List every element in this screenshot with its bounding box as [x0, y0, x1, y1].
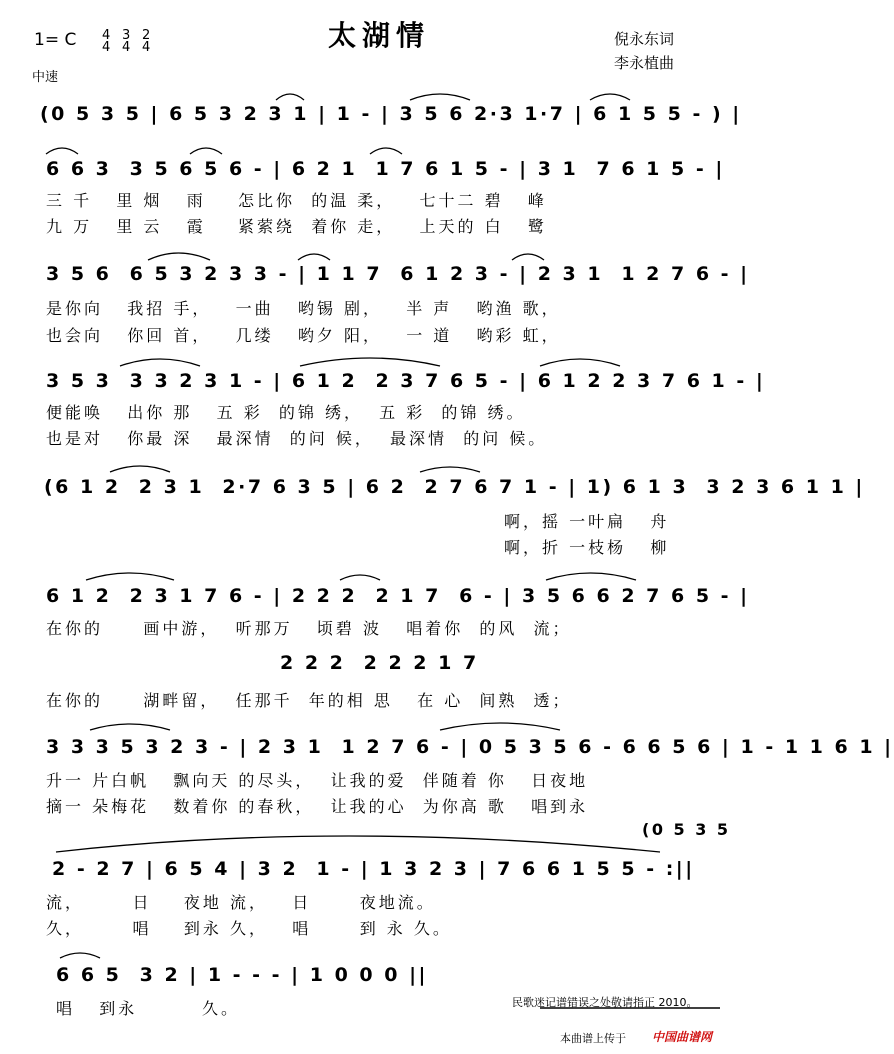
slur	[300, 358, 440, 366]
lyric-line: 三 千 里 烟 雨 怎比你 的温 柔， 七十二 碧 峰	[46, 191, 547, 210]
composer-credit: 李永植曲	[614, 54, 675, 72]
slur	[298, 254, 330, 260]
slur	[148, 253, 210, 260]
repeat-prefix: (0 5 3 5	[642, 820, 731, 839]
notation-line: 2 - 2 7 | 6 5 4 | 3 2 1 - | 1 3 2 3 | 7 6 6 1 5 5 - :||	[52, 858, 695, 880]
notation-line: 3 5 6 6 5 3 2 3 3 - | 1 1 7 6 1 2 3 - | 2 3 1 1 2 7 6 - |	[46, 263, 750, 285]
slur	[190, 148, 222, 154]
lyric-line: 摘一 朵梅花 数着你 的春秋， 让我的心 为你高 歌 唱到永	[46, 797, 589, 816]
lyric-line: 久， 唱 到永 久， 唱 到 永 久。	[46, 919, 452, 938]
lyric-line: 流， 日 夜地 流， 日 夜地流。	[46, 893, 436, 912]
notation-line: 6 1 2 2 3 1 7 6 - | 2 2 2 2 1 7 6 - | 3 5 6 6 2 7 6 5 - |	[46, 585, 750, 607]
meter-denominator: 4	[122, 40, 131, 55]
notation-line: 3 3 3 5 3 2 3 - | 2 3 1 1 2 7 6 - | 0 5 3 5 6 - 6 6 5 6 | 1 - 1 1 6 1 |	[46, 736, 894, 758]
slur	[56, 836, 660, 852]
notation-line: 3 5 3 3 3 2 3 1 - | 6 1 2 2 3 7 6 5 - | 6 1 2 2 3 7 6 1 - |	[46, 370, 766, 392]
meter-numerator: 4	[102, 28, 111, 43]
slur	[440, 723, 560, 730]
meter-numerator: 3	[122, 28, 131, 43]
lyric-line: 啊，折 一枝杨 柳	[504, 538, 670, 557]
slur	[46, 148, 78, 154]
lyric-line: 九 万 里 云 霞 紧萦绕 着你 走， 上天的 白 鹭	[46, 217, 547, 236]
notation-line: (0 5 3 5 | 6 5 3 2 3 1 | 1 - | 3 5 6 2·3 1·7 | 6 1 5 5 - ) |	[40, 103, 742, 125]
lyric-line: 唱 到永 久。	[56, 999, 240, 1018]
song-title: 太湖情	[327, 19, 430, 52]
slur	[86, 573, 174, 580]
slur	[410, 94, 470, 100]
slur	[546, 573, 636, 580]
notation-line: (6 1 2 2 3 1 2·7 6 3 5 | 6 2 2 7 6 7 1 - | 1) 6 1 3 3 2 3 6 1 1 |	[44, 476, 865, 498]
notation-line-alternate: 2 2 2 2 2 2 1 7	[280, 652, 479, 674]
slur	[340, 575, 380, 580]
time-signature	[122, 30, 130, 54]
notation-line: 6 6 5 3 2 | 1 - - - | 1 0 0 0 ||	[56, 964, 428, 986]
lyric-line: 在你的 画中游， 听那万 顷碧 波 唱着你 的风 流；	[46, 619, 572, 638]
slur	[512, 254, 544, 260]
slur	[120, 359, 200, 366]
slur	[540, 359, 620, 366]
lyric-line: 升一 片白帆 飘向天 的尽头， 让我的爱 伴随着 你 日夜地	[46, 771, 589, 790]
lyric-line: 便能唤 出你 那 五 彩 的锦 绣， 五 彩 的锦 绣。	[46, 403, 526, 422]
slur	[110, 466, 170, 472]
lyric-line: 啊，摇 一叶扁 舟	[504, 512, 670, 531]
lyricist-credit: 倪永东词	[614, 30, 675, 48]
meter-denominator: 4	[142, 40, 151, 55]
transcriber-note: 民歌迷记谱错误之处敬请指正 2010。	[512, 996, 698, 1009]
key-signature: 1= C	[34, 30, 77, 50]
time-signature	[142, 30, 150, 54]
lyric-line: 是你向 我招 手， 一曲 哟锡 剧， 半 声 哟渔 歌，	[46, 299, 561, 318]
upload-caption: 本曲谱上传于	[560, 1032, 626, 1045]
lyric-line: 也会向 你回 首， 几缕 哟夕 阳， 一 道 哟彩 虹，	[46, 326, 561, 345]
slur	[276, 94, 304, 100]
slur	[60, 953, 100, 958]
tempo-marking: 中速	[32, 70, 59, 85]
slur	[90, 724, 170, 730]
lyric-line: 在你的 湖畔留， 任那千 年的相 思 在 心 间熟 透；	[46, 691, 572, 710]
meter-denominator: 4	[102, 40, 111, 55]
notation-line: 6 6 3 3 5 6 5 6 - | 6 2 1 1 7 6 1 5 - | 3 1 7 6 1 5 - |	[46, 158, 725, 180]
slur	[420, 467, 480, 472]
time-signature	[102, 30, 110, 54]
lyric-line: 也是对 你最 深 最深情 的问 候， 最深情 的问 候。	[46, 429, 548, 448]
site-logo: 中国曲谱网	[652, 1030, 713, 1044]
slur	[370, 148, 402, 154]
slur	[590, 94, 630, 100]
meter-numerator: 2	[142, 28, 151, 43]
